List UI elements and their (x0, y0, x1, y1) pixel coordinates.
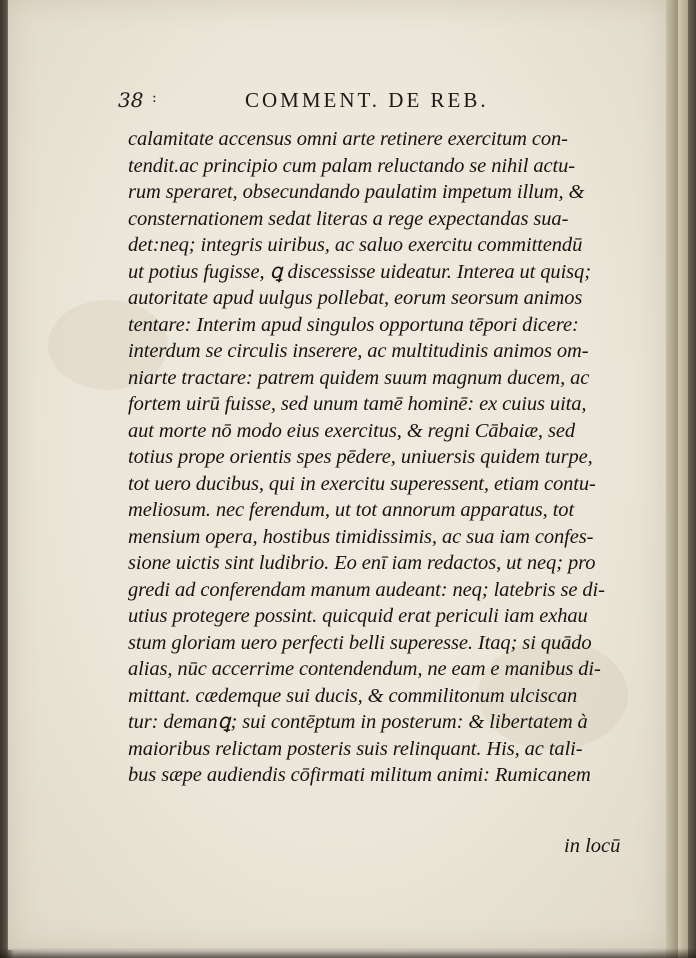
text-line: ut potius fugisse, ꝗ discessisse uideatur. Interea ut quisq; (128, 260, 591, 283)
text-line: autoritate apud uulgus pollebat, eorum seorsum animos (128, 287, 583, 309)
text-line: niarte tractare: patrem quidem suum magnum ducem, ac (128, 366, 590, 389)
text-line: consternationem sedat literas a rege expectandas sua- (128, 207, 569, 230)
text-line: rum speraret, obsecundando paulatim impetum illum, & (128, 181, 585, 203)
text-line: tot uero ducibus, qui in exercitu superessent, etiam contu- (128, 472, 596, 495)
next-page-edge (678, 0, 688, 958)
text-line: det:neq; integris uiribus, ac saluo exercitu committendū (128, 234, 583, 256)
body-text (128, 126, 628, 789)
text-line: mensium opera, hostibus timidissimis, ac sua iam confes- (128, 525, 594, 548)
text-line: meliosum. nec ferendum, ut tot annorum apparatus, tot (128, 499, 575, 521)
page-header (118, 86, 618, 114)
text-line: fortem uirū fuisse, sed unum tamē hominē: ex cuius uita, (128, 393, 587, 415)
folio-mark: : (152, 90, 158, 106)
text-line: alias, nūc accerrime contendendum, ne eam e manibus di- (128, 658, 601, 680)
text-line: utius protegere possint. quicquid erat periculi iam exhau (128, 605, 588, 627)
text-line: bus sæpe audiendis cōfirmati militum animi: Rumicanem (128, 764, 591, 786)
text-line: interdum se circulis inserere, ac multitudinis animos om- (128, 340, 589, 362)
text-line: sione uictis sint ludibrio. Eo enī iam redactos, ut neq; pro (128, 552, 596, 574)
text-line: totius prope orientis spes pēdere, uniuersis quidem turpe, (128, 446, 593, 468)
text-line: mittant. cædemque sui ducis, & commilitonum ulciscan (128, 684, 578, 707)
text-line: maioribus relictam posteris suis relinquant. His, ac tali- (128, 737, 583, 760)
catchword: in locū (564, 835, 621, 857)
text-line: calamitate accensus omni arte retinere exercitum con- (128, 128, 568, 150)
running-title: COMMENT. DE REB. (245, 88, 489, 112)
text-line: tentare: Interim apud singulos opportuna tēpori dicere: (128, 313, 579, 336)
text-line: gredi ad conferendam manum audeant: neq; latebris se di- (128, 578, 605, 601)
text-line: tur: demanꝗ; sui contēptum in posterum: & libertatem à (128, 711, 588, 733)
text-line: aut morte nō modo eius exercitus, & regni Cābaiæ, sed (128, 419, 575, 442)
bottom-shadow (0, 948, 696, 958)
folio-number: 38 (118, 88, 144, 112)
text-line: stum gloriam uero perfecti belli superesse. Itaq; si quādo (128, 631, 592, 654)
text-line: tendit.ac principio cum palam reluctando se nihil actu- (128, 154, 575, 177)
